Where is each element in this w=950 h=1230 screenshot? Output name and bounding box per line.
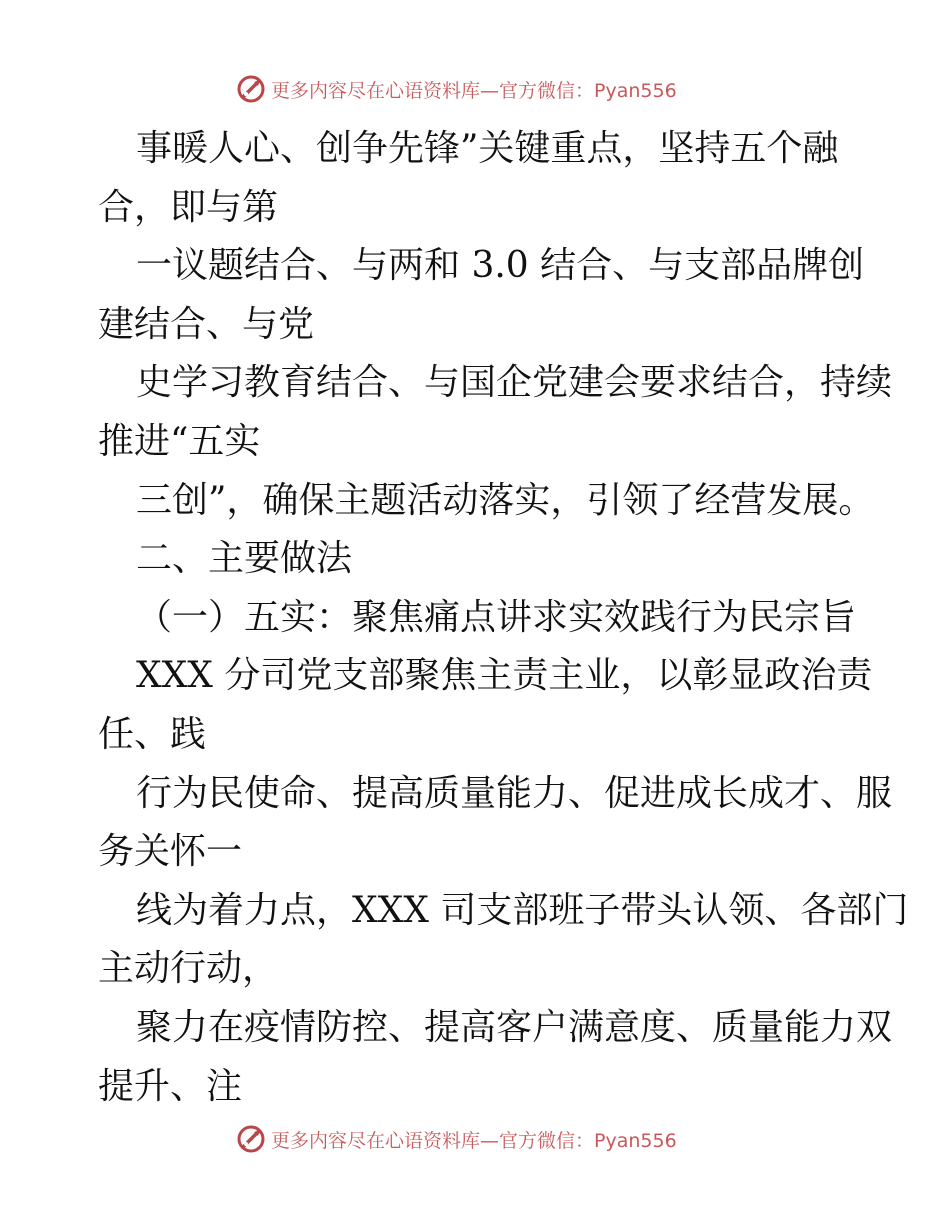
header-banner-text: 更多内容尽在心语资料库—官方微信：Pyan556 [271,79,677,102]
text-line: 线为着力点，XXX 司支部班子带头认领、各部门 [136,889,909,931]
text-line: 任、践 [98,713,207,755]
text-line: 史学习教育结合、与国企党建会要求结合，持续 [136,362,893,404]
text-line: 三创”，确保主题活动落实，引领了经营发展。 [136,479,875,521]
text-line: 务关怀一 [98,831,243,873]
text-line: 合，即与第 [98,186,279,228]
pen-logo-icon [235,73,267,105]
text-line: 聚力在疫情防控、提高客户满意度、质量能力双 [136,1006,893,1048]
text-line: 一议题结合、与两和 3.0 结合、与支部品牌创 [136,245,865,287]
text-line: 主动行动， [98,948,279,990]
text-line: 提升、注 [98,1065,243,1107]
subsection-heading: （一）五实：聚焦痛点讲求实效践行为民宗旨 [136,596,857,638]
text-line: 行为民使命、提高质量能力、促进成长成才、服 [136,772,893,814]
pen-logo-icon [235,1123,267,1155]
text-line: 事暖人心、创争先锋”关键重点，坚持五个融 [136,128,839,169]
document-body [98,120,909,1116]
text-line: XXX 分司党支部聚焦主责主业，以彰显政治责 [136,655,873,697]
text-line: 建结合、与党 [98,303,315,345]
header-banner [235,72,677,106]
footer-banner [235,1122,677,1156]
section-heading: 二、主要做法 [136,538,353,580]
footer-banner-text: 更多内容尽在心语资料库—官方微信：Pyan556 [271,1129,677,1152]
text-line: 推进“五实 [98,420,261,462]
